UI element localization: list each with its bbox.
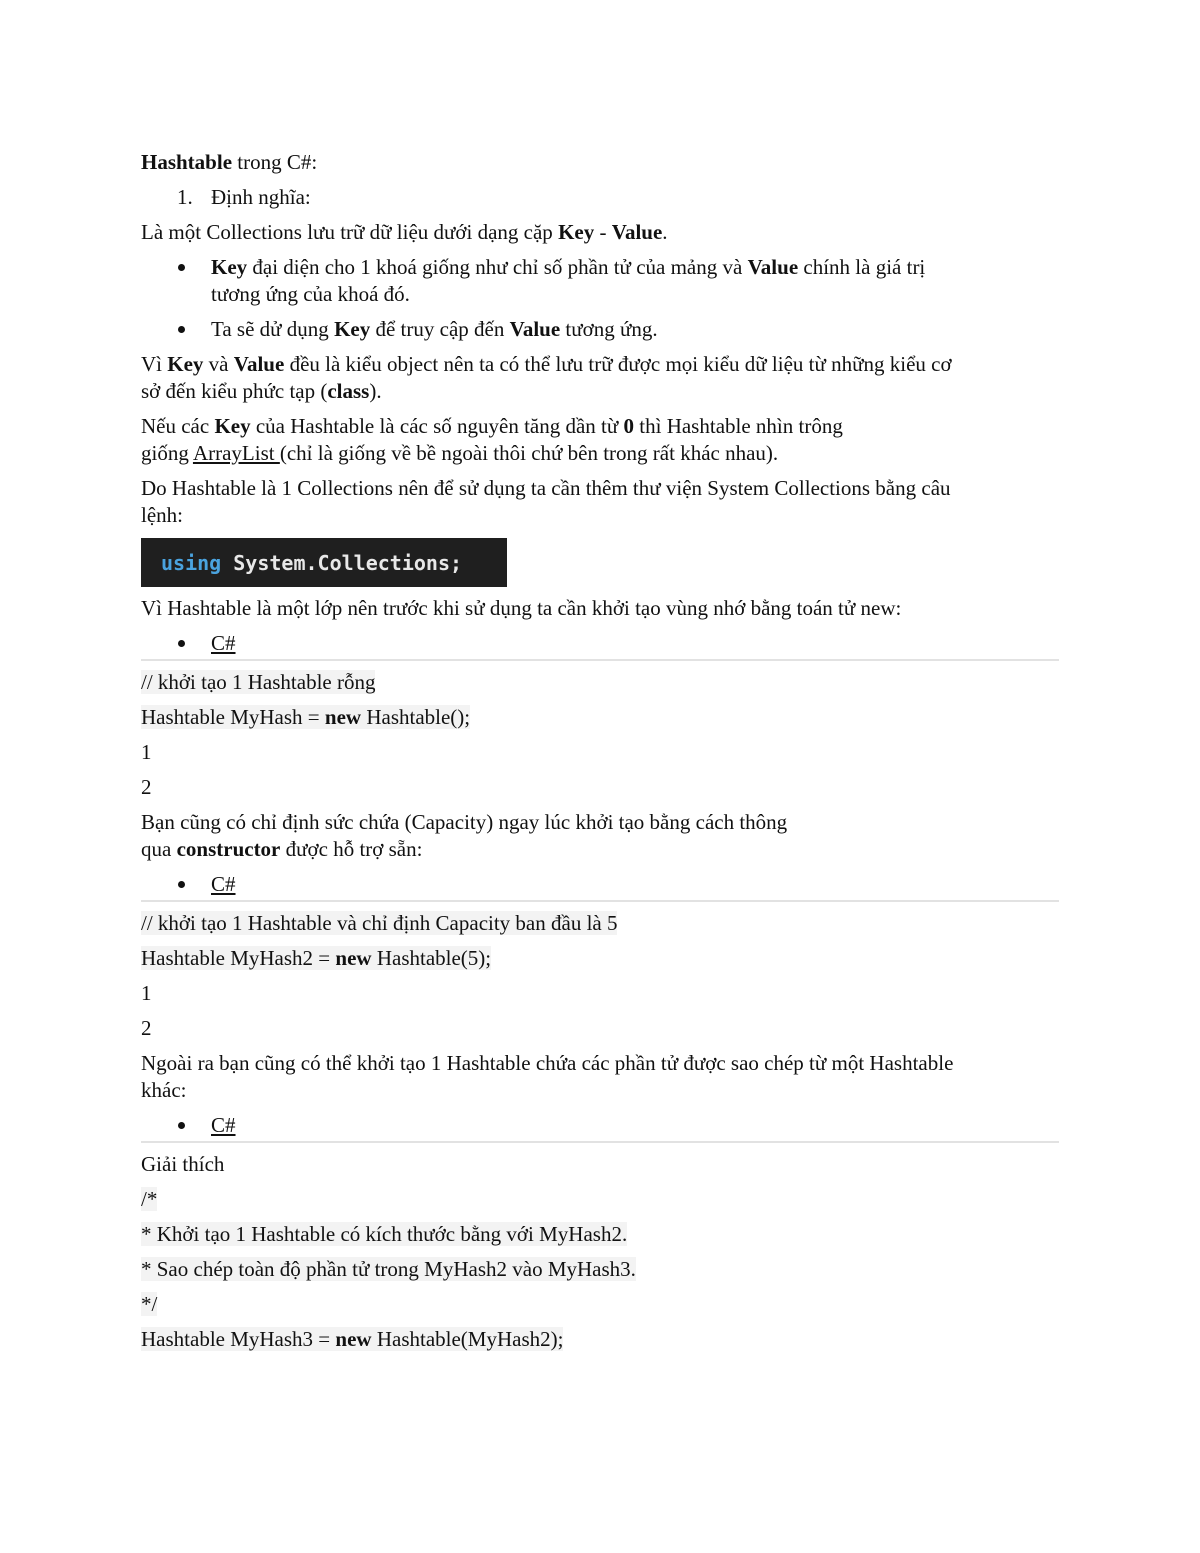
paragraph-new-operator: Vì Hashtable là một lớp nên trước khi sử dụng ta cần khởi tạo vùng nhớ bằng toán tử new: xyxy=(141,596,902,620)
code-line: Hashtable MyHash2 = new Hashtable(5); xyxy=(141,946,492,970)
list-item: 1. Định nghĩa: xyxy=(177,185,311,209)
code-comment: /* xyxy=(141,1187,158,1211)
code-comment: */ xyxy=(141,1292,158,1316)
paragraph-capacity: Bạn cũng có chỉ định sức chứa (Capacity) ngay lúc khởi tạo bằng cách thông qua constructor được hỗ trợ sẵn: xyxy=(141,810,788,861)
code-line: Hashtable MyHash = new Hashtable(); xyxy=(141,705,471,729)
code-comment: * Sao chép toàn độ phần tử trong MyHash2 vào MyHash3. xyxy=(141,1257,636,1281)
line-number: 1 xyxy=(141,740,152,764)
lang-tab-list xyxy=(141,630,1059,661)
doc-title: Hashtable trong C#: xyxy=(141,150,318,174)
code-line: Hashtable MyHash3 = new Hashtable(MyHash2); xyxy=(141,1327,564,1351)
numbered-list xyxy=(141,184,1059,211)
code-block-using: using System.Collections; xyxy=(141,538,507,587)
line-number: 1 xyxy=(141,981,152,1005)
code-comment: * Khởi tạo 1 Hashtable có kích thước bằng với MyHash2. xyxy=(141,1222,628,1246)
lang-tab-csharp[interactable]: C# xyxy=(141,1112,1059,1143)
arraylist-link[interactable]: ArrayList xyxy=(192,441,280,465)
paragraph-using: Do Hashtable là 1 Collections nên để sử dụng ta cần thêm thư viện System Collections bằng câu lệnh: xyxy=(141,476,951,527)
paragraph-object-types: Vì Key và Value đều là kiểu object nên ta có thể lưu trữ được mọi kiểu dữ liệu từ những kiểu cơ sở đến kiểu phức tạp (class). xyxy=(141,352,952,403)
list-item: Ta sẽ dử dụng Key để truy cập đến Value tương ứng. xyxy=(141,316,1059,343)
code-comment: // khởi tạo 1 Hashtable rỗng xyxy=(141,670,376,694)
lang-tab-list xyxy=(141,1112,1059,1143)
line-number: 2 xyxy=(141,1016,152,1040)
lang-tab-list xyxy=(141,871,1059,902)
list-item: Key đại diện cho 1 khoá giống như chỉ số phần tử của mảng và Value chính là giá trị tương ứng của khoá đó. xyxy=(141,254,1059,308)
paragraph-copy: Ngoài ra bạn cũng có thể khởi tạo 1 Hashtable chứa các phần tử được sao chép từ một Hashtable khác: xyxy=(141,1051,954,1102)
paragraph-arraylist: Nếu các Key của Hashtable là các số nguyên tăng dần từ 0 thì Hashtable nhìn trông giống ArrayList (chỉ là giống về bề ngoài thôi chứ bên trong rất khác nhau). xyxy=(141,414,843,465)
bullet-list xyxy=(141,254,1059,343)
explanation-label: Giải thích xyxy=(141,1152,225,1176)
code-comment: // khởi tạo 1 Hashtable và chỉ định Capacity ban đầu là 5 xyxy=(141,911,618,935)
paragraph-definition: Là một Collections lưu trữ dữ liệu dưới dạng cặp Key - Value. xyxy=(141,220,668,244)
line-number: 2 xyxy=(141,775,152,799)
document-content xyxy=(141,149,1059,1353)
lang-tab-csharp[interactable]: C# xyxy=(141,871,1059,902)
lang-tab-csharp[interactable]: C# xyxy=(141,630,1059,661)
